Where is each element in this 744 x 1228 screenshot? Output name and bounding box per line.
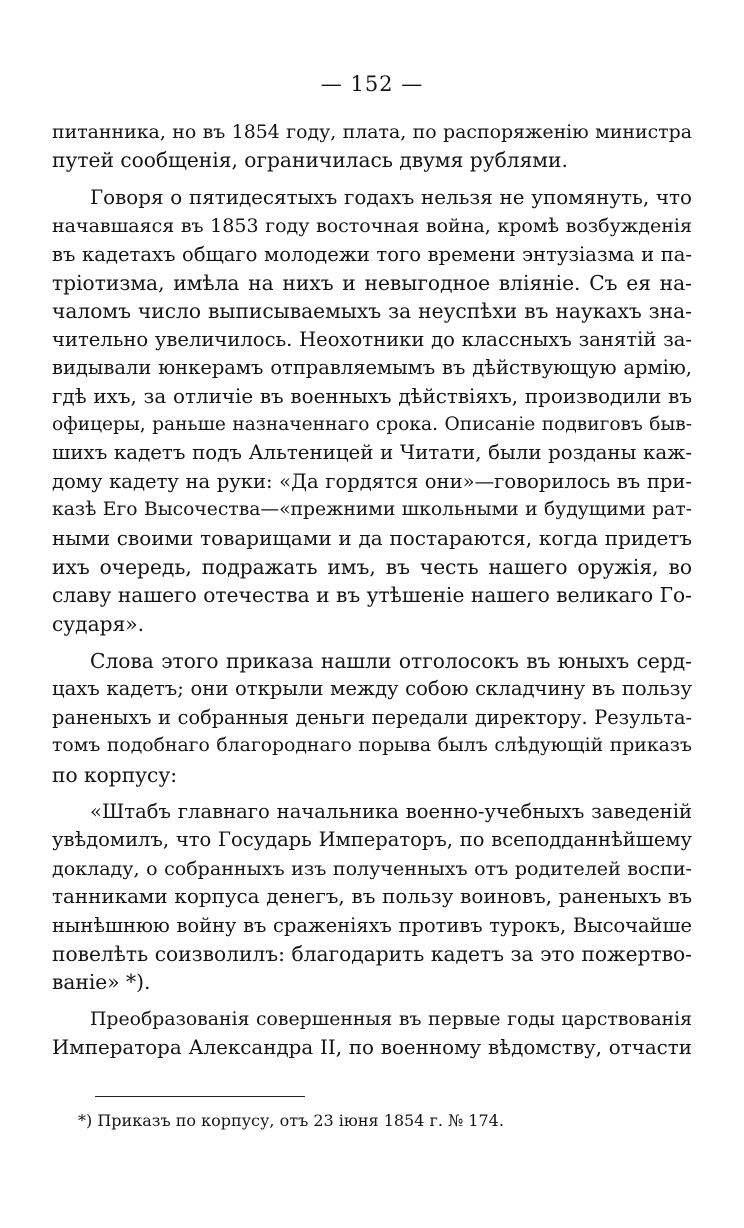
text-line: шихъ кадетъ подъ Альтеницей и Читати, были розданы каж-	[52, 441, 692, 465]
text-line: Слова этого приказа нашли отголосокъ въ юныхъ серд-	[90, 649, 692, 674]
text-line: повелѣть соизволилъ: благодарить кадетъ за это пожертво-	[52, 941, 692, 966]
text-line: казѣ Его Высочества—«прежними школьными и будущими рат-	[52, 499, 692, 521]
text-line: дому кадету на руки: «Да гордятся они»—говорилось въ при-	[52, 469, 692, 493]
text-line: по корпусу:	[52, 762, 178, 787]
text-line: путей сообщенія, ограничилась двумя рублями.	[52, 148, 568, 173]
text-line: гдѣ ихъ, за отличіе въ военныхъ дѣйствіяхъ, производили въ	[52, 384, 692, 408]
paragraph-1	[52, 118, 692, 175]
text-line: чаломъ число выписываемыхъ за неуспѣхи въ наукахъ зна-	[52, 299, 692, 324]
paragraph-4	[52, 798, 692, 997]
text-line: ными своими товарищами и да постараются, когда придетъ	[52, 526, 692, 551]
text-line: Говоря о пятидесятыхъ годахъ нельзя не упомянуть, что	[90, 185, 692, 209]
text-line: офицеры, раньше назначеннаго срока. Описаніе подвиговъ быв-	[52, 413, 692, 435]
text-line: въ кадетахъ общаго молодежи того времени энтузіазма и па-	[52, 242, 692, 266]
text-line: танниками корпуса денегъ, въ пользу воиновъ, раненыхъ въ	[52, 885, 692, 909]
text-line: тріотизма, имѣла на нихъ и невыгодное вліяніе. Съ ея на-	[52, 270, 692, 295]
text-line: докладу, о собранныхъ изъ полученныхъ отъ родителей воспи-	[52, 857, 692, 880]
footnote-divider	[95, 1096, 305, 1097]
text-line: видывали юнкерамъ отправляемымъ въ дѣйствующую армію,	[52, 356, 692, 380]
text-line: раненыхъ и собранныя деньги передали директору. Результа-	[52, 705, 692, 729]
text-line: нынѣшнюю войну въ сраженіяхъ противъ турокъ, Высочайше	[52, 913, 692, 937]
footnote: *) Приказъ по корпусу, отъ 23 іюня 1854 г. № 174.	[78, 1111, 504, 1130]
page-number: — 152 —	[320, 72, 424, 96]
text-line: ихъ очередь, подражать имъ, въ честь нашего оружія, во	[52, 554, 692, 579]
text-line: томъ подобнаго благороднаго порыва былъ слѣдующій приказъ	[52, 735, 692, 757]
text-line: цахъ кадетъ; они открыли между собою складчину въ пользу	[52, 677, 692, 701]
text-line: ваніе» *).	[52, 970, 151, 995]
text-line: увѣдомилъ, что Государь Императоръ, по всеподданнѣйшему	[52, 828, 692, 852]
text-line: Преобразованія совершенныя въ первые годы царствованія	[90, 1008, 692, 1030]
paragraph-5	[52, 1006, 692, 1063]
text-line: сударя».	[52, 611, 145, 636]
text-line: питанника, но въ 1854 году, плата, по распоряженію министра	[52, 121, 692, 143]
paragraph-3	[52, 647, 692, 789]
body-text	[52, 118, 692, 1063]
paragraph-2	[52, 184, 692, 638]
text-line: славу нашего отечества и въ утѣшеніе нашего великаго Го-	[52, 583, 692, 608]
text-line: начавшаяся въ 1853 году восточная война, кромѣ возбужденія	[52, 215, 692, 238]
text-line: Императора Александра II, по военному вѣдомству, отчасти	[52, 1036, 692, 1060]
text-line: «Штабъ главнаго начальника военно-учебныхъ заведеній	[90, 799, 692, 823]
text-line: чительно увеличилось. Неохотники до классныхъ занятій за-	[52, 327, 692, 351]
